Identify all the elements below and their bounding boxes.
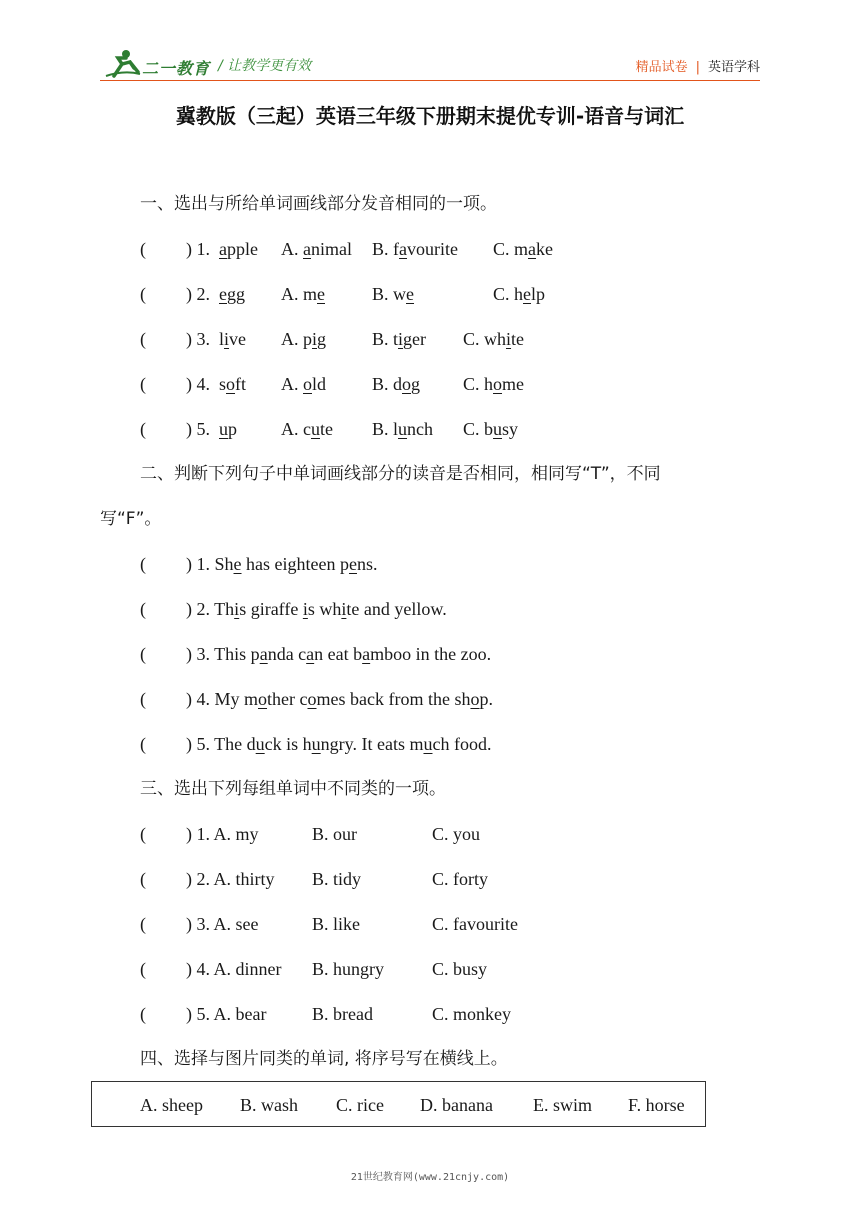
option-b: B. we [372,284,415,304]
word-option: D. banana [420,1095,493,1115]
option-a: A. animal [281,239,352,259]
answer-paren: ( [140,1004,146,1024]
sentence-item: ) 2. This giraffe is white and yellow. [186,599,447,619]
option-a: A. pig [281,329,327,349]
given-word: soft [219,374,247,394]
question-number: ) 2. [186,284,210,304]
word-option: F. horse [628,1095,685,1115]
option-c: C. you [432,824,481,844]
answer-paren: ( [140,824,146,844]
sentence-item: ) 3. This panda can eat bamboo in the zoo. [186,644,492,664]
option-b: B. bread [312,1004,373,1024]
section2-heading: 二、判断下列句子中单词画线部分的读音是否相同，相同写“T”，不同 [140,464,661,484]
answer-paren: ( [140,554,146,574]
sentence-item: ) 5. The duck is hungry. It eats much food. [186,734,492,754]
question-number: ) 5. [186,419,210,439]
page-header [0,0,860,90]
answer-paren: ( [140,734,146,754]
question-number: ) 3. [186,329,210,349]
header-meta [636,56,760,75]
option-a: ) 4. A. dinner [186,959,282,979]
option-a: A. me [281,284,325,304]
answer-paren: ( [140,869,146,889]
option-a: A. cute [281,419,333,439]
answer-paren: ( [140,959,146,979]
option-c: C. monkey [432,1004,511,1024]
sentence-item: ) 4. My mother comes back from the shop. [186,689,493,709]
section2-heading-cont: 写“F”。 [100,509,162,529]
page-footer: 21世纪教育网(www.21cnjy.com) [350,1172,510,1183]
given-word: apple [219,239,258,259]
question-number: ) 1. [186,239,210,259]
given-word: up [219,419,237,439]
option-c: C. busy [463,419,519,439]
section1-heading: 一、选出与所给单词画线部分发音相同的一项。 [140,194,497,214]
given-word: live [219,329,247,349]
page-title: 冀教版（三起）英语三年级下册期末提优专训-语音与词汇 [175,104,685,128]
option-c: C. busy [432,959,488,979]
option-b: B. favourite [372,239,458,259]
word-option: B. wash [240,1095,298,1115]
answer-paren: ( [140,599,146,619]
slogan: / 让教学更有效 [218,58,312,74]
answer-paren: ( [140,689,146,709]
option-c: C. home [463,374,525,394]
answer-paren: ( [140,374,146,394]
option-c: C. help [493,284,546,304]
option-a: ) 5. A. bear [186,1004,267,1024]
word-option: A. sheep [140,1095,203,1115]
brand-name: 二一教育 [142,59,211,78]
word-option: E. swim [533,1095,593,1115]
section3-heading: 三、选出下列每组单词中不同类的一项。 [140,779,446,799]
option-a: ) 3. A. see [186,914,259,934]
option-b: B. dog [372,374,421,394]
divider: | [695,60,700,75]
option-a: ) 1. A. my [186,824,259,844]
option-c: C. white [463,329,525,349]
sentence-item: ) 1. She has eighteen pens. [186,554,378,574]
word-option: C. rice [336,1095,384,1115]
option-b: B. tiger [372,329,427,349]
option-c: C. make [493,239,554,259]
option-b: B. lunch [372,419,434,439]
option-a: ) 2. A. thirty [186,869,275,889]
option-a: A. old [281,374,327,394]
answer-paren: ( [140,914,146,934]
answer-paren: ( [140,419,146,439]
category-label: 精品试卷 [635,60,688,75]
option-c: C. favourite [432,914,518,934]
option-b: B. tidy [312,869,362,889]
answer-paren: ( [140,284,146,304]
section4-heading: 四、选择与图片同类的单词, 将序号写在横线上。 [140,1049,508,1069]
option-b: B. like [312,914,360,934]
option-b: B. our [312,824,357,844]
option-b: B. hungry [312,959,384,979]
answer-paren: ( [140,644,146,664]
header-rule [100,80,760,81]
subject-label: 英语学科 [707,60,760,75]
option-c: C. forty [432,869,488,889]
answer-paren: ( [140,239,146,259]
question-number: ) 4. [186,374,210,394]
answer-paren: ( [140,329,146,349]
given-word: egg [219,284,245,304]
